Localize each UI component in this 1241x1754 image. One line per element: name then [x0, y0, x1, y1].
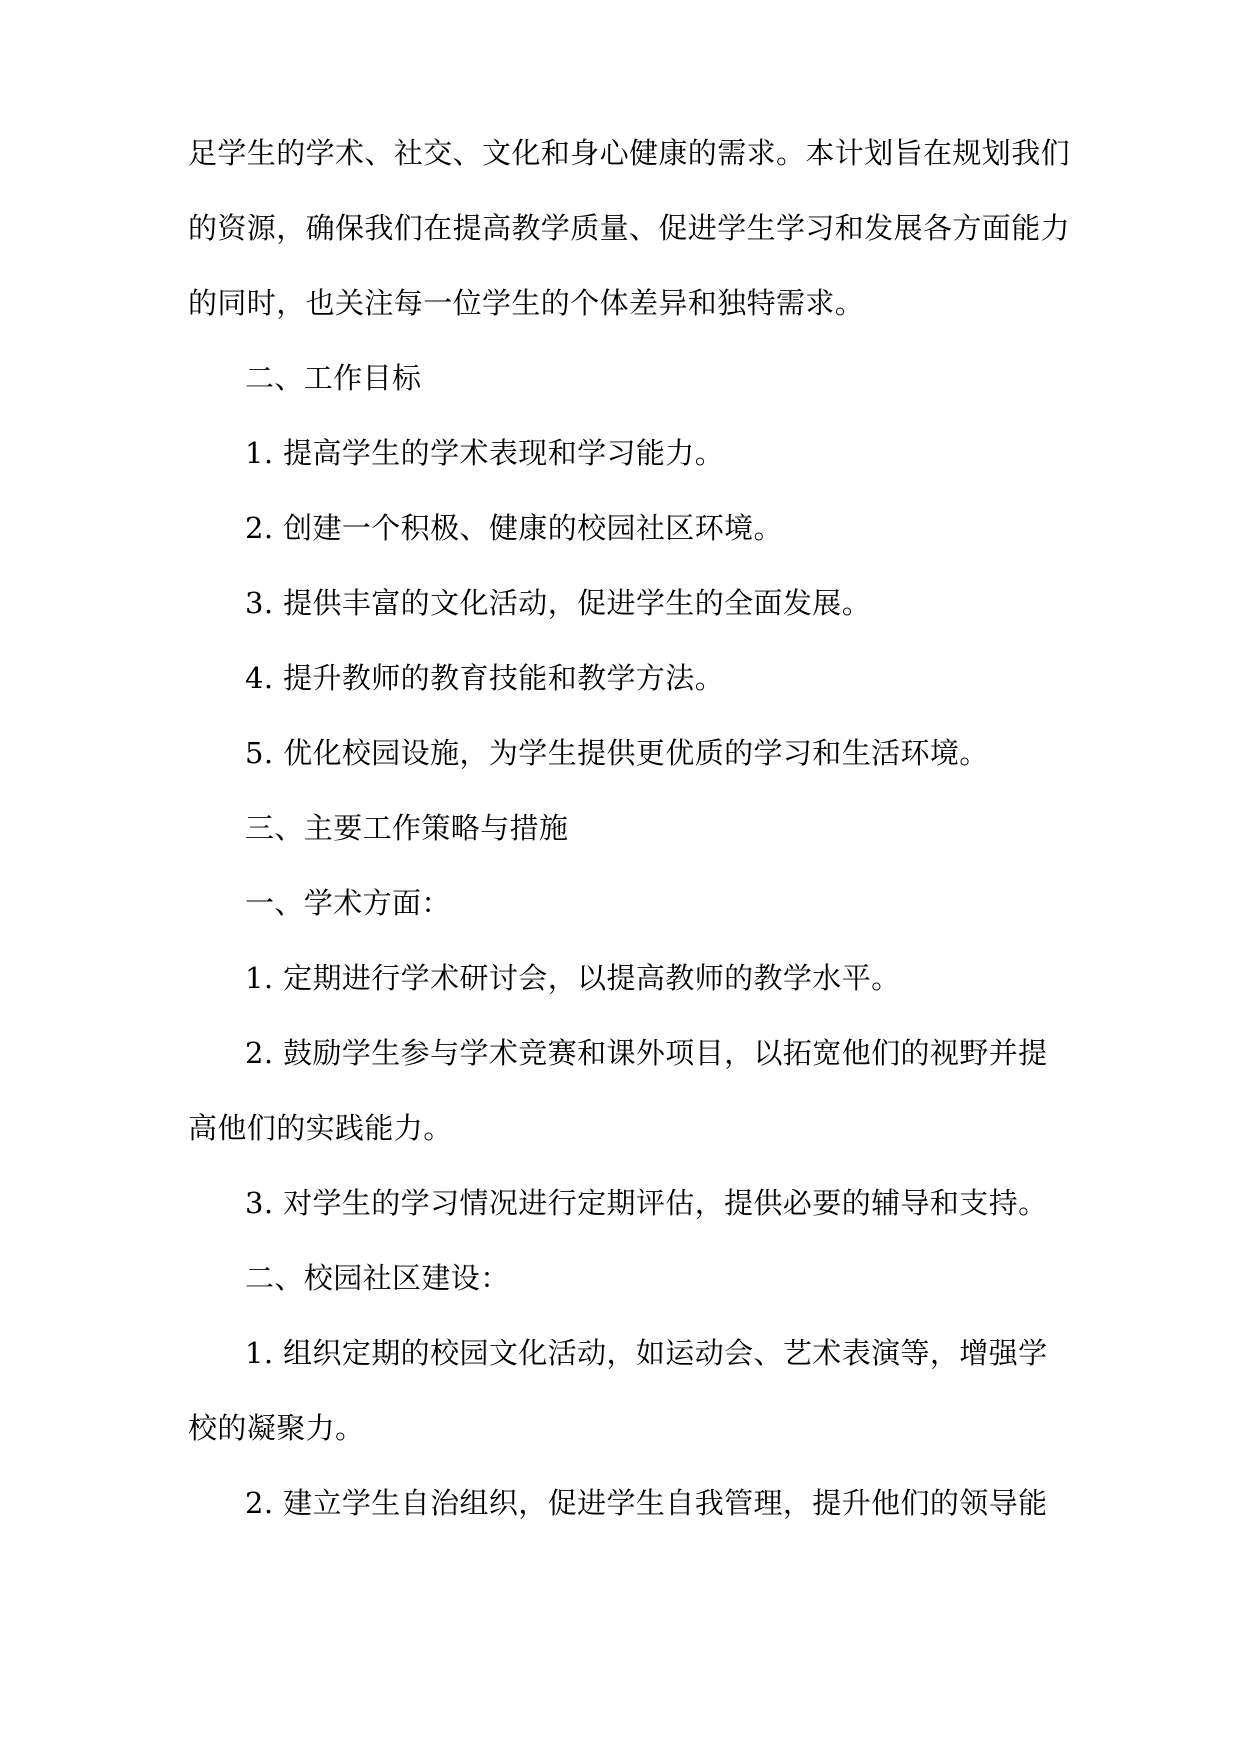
list-item: 2. 创建一个积极、健康的校园社区环境。 — [245, 511, 783, 545]
paragraph-line: 足学生的学术、社交、文化和身心健康的需求。本计划旨在规划我们 — [188, 136, 1071, 170]
list-item: 3. 对学生的学习情况进行定期评估，提供必要的辅导和支持。 — [245, 1186, 1048, 1220]
list-item-continuation: 校的凝聚力。 — [188, 1411, 365, 1445]
list-item: 3. 提供丰富的文化活动，促进学生的全面发展。 — [245, 586, 872, 620]
list-item: 1. 组织定期的校园文化活动，如运动会、艺术表演等，增强学 — [245, 1336, 1048, 1370]
paragraph-line: 的同时，也关注每一位学生的个体差异和独特需求。 — [188, 286, 865, 320]
paragraph-line: 的资源，确保我们在提高教学质量、促进学生学习和发展各方面能力 — [188, 211, 1071, 245]
subsection-heading: 二、校园社区建设： — [245, 1261, 510, 1295]
subsection-heading: 一、学术方面： — [245, 886, 451, 920]
list-item: 1. 提高学生的学术表现和学习能力。 — [245, 436, 725, 470]
list-item-continuation: 高他们的实践能力。 — [188, 1111, 453, 1145]
section-heading: 三、主要工作策略与措施 — [245, 811, 569, 845]
section-heading: 二、工作目标 — [245, 361, 422, 395]
list-item: 2. 建立学生自治组织，促进学生自我管理，提升他们的领导能 — [245, 1486, 1048, 1520]
list-item: 2. 鼓励学生参与学术竞赛和课外项目，以拓宽他们的视野并提 — [245, 1036, 1048, 1070]
list-item: 4. 提升教师的教育技能和教学方法。 — [245, 661, 725, 695]
list-item: 5. 优化校园设施，为学生提供更优质的学习和生活环境。 — [245, 736, 989, 770]
list-item: 1. 定期进行学术研讨会，以提高教师的教学水平。 — [245, 961, 901, 995]
